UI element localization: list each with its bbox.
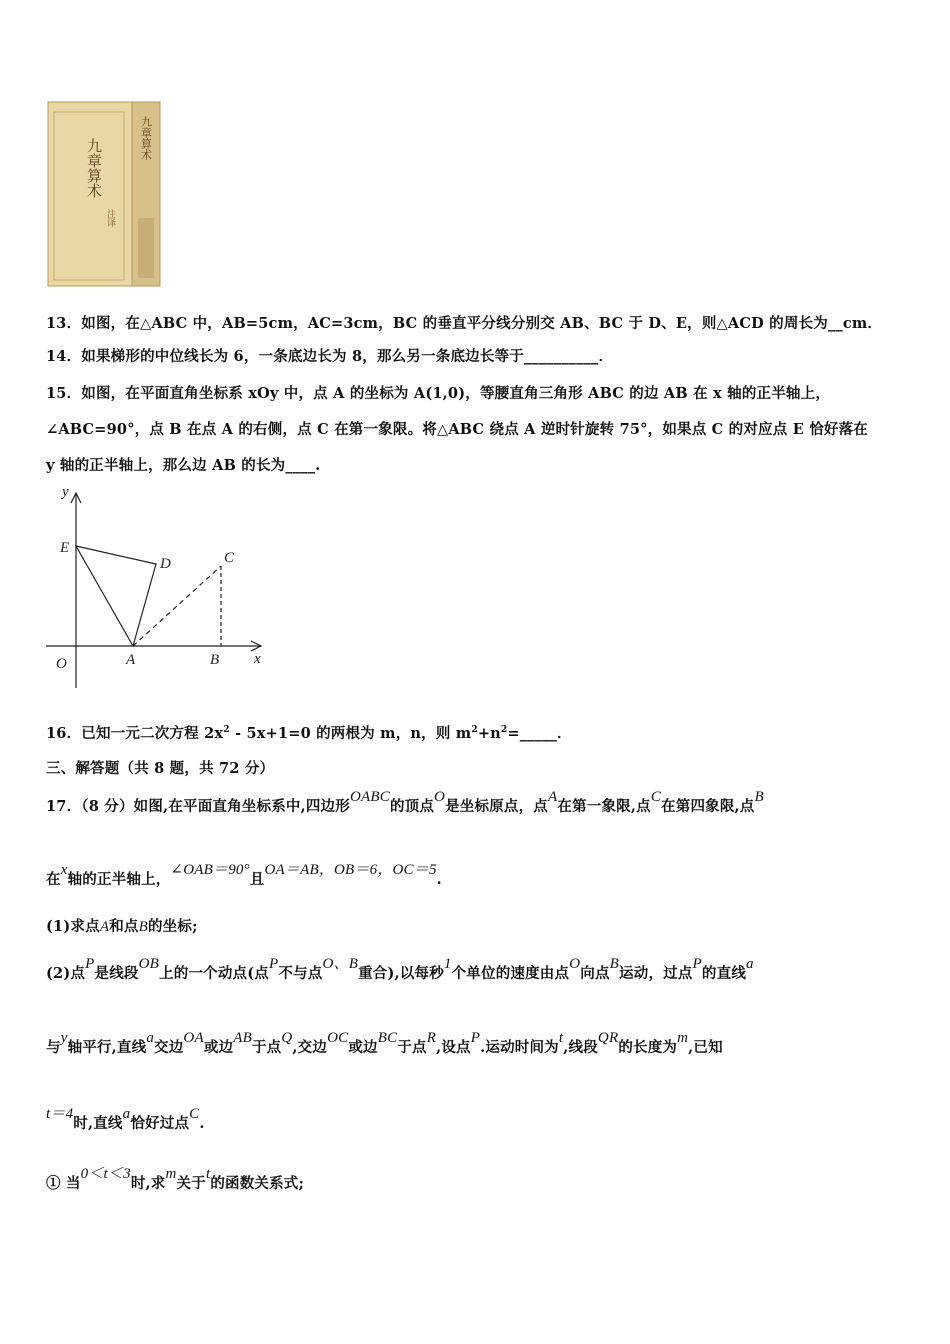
label-a: A (126, 652, 136, 668)
book-title: 九章算术 (85, 138, 103, 198)
segment-ac-dashed (133, 566, 221, 646)
question-17-part-3: ① 当0＜t＜3时,求m关于t的函数关系式; (46, 1166, 305, 1192)
question-17-line-1: 17．（8 分）如图,在平面直角坐标系中,四边形OABC的顶点O是坐标原点，点A在第一象限,点C在第四象限,点B (46, 789, 764, 815)
question-17-line-2: 在x轴的正半轴上，∠OAB＝90°且OA＝AB，OB＝6，OC＝5. (46, 862, 442, 888)
book-subtitle: 注译 (105, 209, 115, 227)
triangle-ade (76, 546, 156, 646)
question-17-part-2-line-2: 与y轴平行,直线a交边OA或边AB于点Q,交边OC或边BC于点R,设点P.运动时间为t,线段QR的长度为m,已知 (46, 1030, 723, 1056)
question-17-part-1: (1)求点A和点B的坐标; (46, 918, 198, 935)
label-x: x (254, 651, 261, 667)
label-d: D (160, 556, 171, 572)
question-17-part-2-line-3: t＝4时,直线a恰好过点C. (46, 1106, 205, 1132)
question-15-line-2: ∠ABC=90°，点 B 在点 A 的右侧，点 C 在第一象限。将△ABC 绕点 A 逆时针旋转 75°，如果点 C 的对应点 E 恰好落在 (46, 421, 868, 438)
section-3-heading: 三、解答题（共 8 题，共 72 分） (46, 760, 275, 777)
question-14: 14．如果梯形的中位线长为 6，一条底边长为 8，那么另一条底边长等于__________． (46, 348, 614, 365)
label-b: B (210, 652, 220, 668)
question-17-part-2-line-1: (2)点P是线段OB上的一个动点(点P不与点O、B重合),以每秒1个单位的速度由点O向点B运动，过点P的直线a (46, 956, 754, 982)
label-e: E (60, 540, 70, 556)
book-cover-image (46, 98, 164, 288)
coordinate-figure (46, 478, 276, 698)
book-spine-title: 九章算术 (139, 116, 153, 160)
question-15-line-3: y 轴的正半轴上，那么边 AB 的长为____. (46, 457, 321, 474)
label-c: C (224, 550, 235, 566)
question-16: 16．已知一元二次方程 $2x^2 - 5x+1=0$ 的两根为 m，n，则 $m^2+n^2=\_\_\_\_\_$． (46, 725, 572, 742)
label-o: O (56, 656, 67, 672)
question-15-line-1: 15．如图，在平面直角坐标系 xOy 中，点 A 的坐标为 A(1,0)，等腰直角三角形 ABC 的边 AB 在 x 轴的正半轴上， (46, 385, 831, 402)
question-13: 13．如图，在△ABC 中，AB=5cm，AC=3cm，BC 的垂直平分线分别交 AB、BC 于 D、E，则△ACD 的周长为__cm． (46, 315, 883, 332)
label-y: y (62, 484, 69, 500)
